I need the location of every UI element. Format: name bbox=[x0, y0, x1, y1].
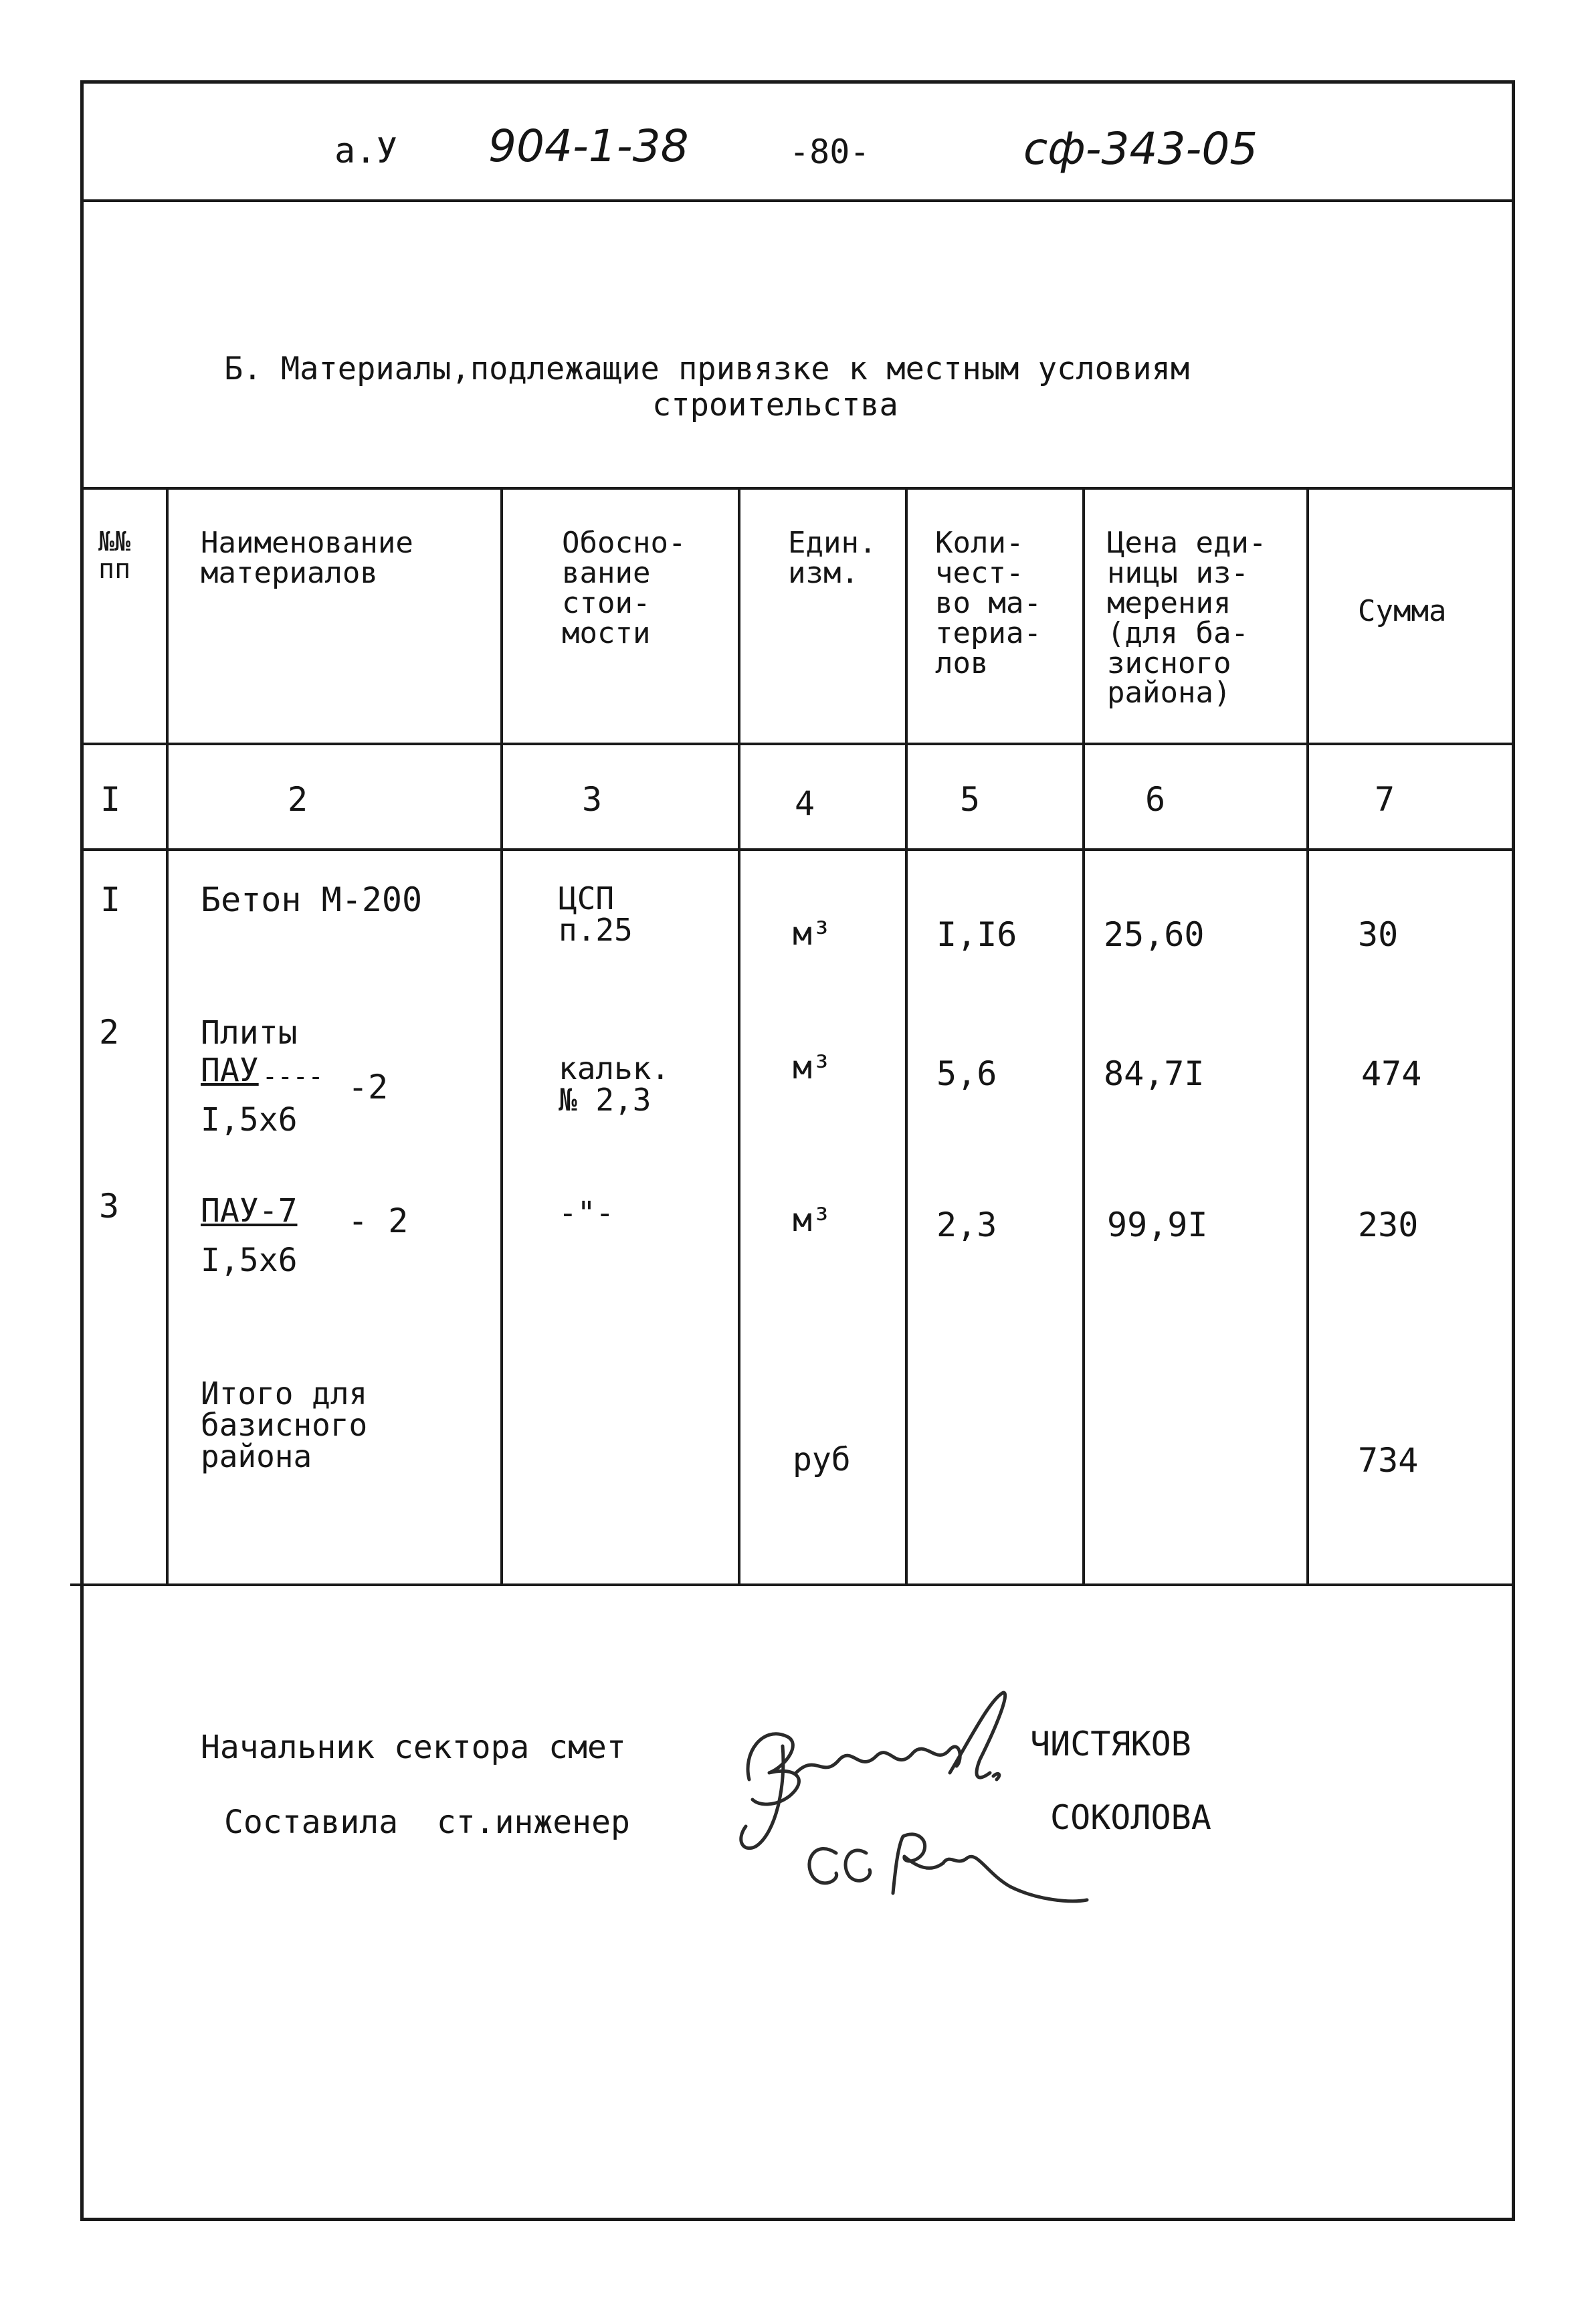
header-page-number: -80- bbox=[789, 132, 870, 171]
row2-quantity: 5,6 bbox=[936, 1054, 997, 1093]
col-heading-number: №№ пп bbox=[98, 526, 131, 585]
total-unit: руб bbox=[793, 1441, 851, 1478]
col-rule-5 bbox=[1082, 487, 1085, 1585]
rule-table-top bbox=[80, 487, 1515, 490]
row3-unit: м³ bbox=[793, 1201, 831, 1239]
row3-price: 99,9I bbox=[1107, 1206, 1208, 1244]
header-sheet-code: сф-343-05 bbox=[1023, 123, 1258, 175]
row1-unit: м³ bbox=[793, 915, 831, 953]
col-heading-unit: Един. изм. bbox=[788, 526, 877, 590]
rule-table-bottom bbox=[70, 1583, 1515, 1586]
col-number-6: 6 bbox=[1145, 780, 1166, 819]
signature-role-2: Составила ст.инженер bbox=[224, 1804, 630, 1841]
handwritten-signature bbox=[722, 1672, 1097, 1927]
row2-name-suffix: -2 bbox=[348, 1068, 389, 1107]
row1-number: I bbox=[100, 880, 121, 919]
row1-name: Бетон М-200 bbox=[201, 880, 423, 919]
row1-sum: 30 bbox=[1358, 915, 1399, 954]
rule-under-headings bbox=[80, 743, 1515, 745]
col-heading-basis: Обосно- вание стои- мости bbox=[562, 526, 686, 650]
row3-name-suffix: - 2 bbox=[348, 1201, 409, 1240]
total-sum: 734 bbox=[1358, 1441, 1419, 1480]
col-heading-price: Цена еди- ницы из- мерения (для ба- зисного района) bbox=[1107, 526, 1267, 710]
row3-name-line2: I,5x6 bbox=[201, 1242, 298, 1279]
col-heading-quantity: Коли- чест- во ма- териа- лов bbox=[935, 526, 1041, 680]
signature-role-1: Начальник сектора смет bbox=[201, 1729, 626, 1766]
col-number-3: 3 bbox=[582, 780, 603, 819]
rule-under-header bbox=[84, 199, 1515, 202]
col-rule-4 bbox=[905, 487, 908, 1585]
section-title-line2: строительства bbox=[652, 387, 898, 423]
row2-basis: кальк. № 2,3 bbox=[559, 1050, 670, 1118]
section-title-line1: Б. Материалы,подлежащие привязке к местным условиям bbox=[224, 351, 1190, 387]
row2-sum: 474 bbox=[1361, 1054, 1422, 1093]
col-rule-6 bbox=[1306, 487, 1309, 1585]
row3-basis: -"- bbox=[559, 1195, 615, 1231]
col-number-4: 4 bbox=[795, 784, 815, 823]
row2-name-line2: ПАУ bbox=[201, 1052, 259, 1089]
row2-name-dashes: ---- bbox=[262, 1062, 324, 1091]
col-number-7: 7 bbox=[1375, 780, 1395, 819]
row3-quantity: 2,3 bbox=[936, 1206, 997, 1244]
signature-name-1: ЧИСТЯКОВ bbox=[1030, 1725, 1191, 1763]
row1-price: 25,60 bbox=[1104, 915, 1205, 954]
row3-sum: 230 bbox=[1358, 1206, 1419, 1244]
col-heading-name: Наименование материалов bbox=[201, 526, 413, 590]
col-rule-3 bbox=[738, 487, 740, 1585]
row3-name-line1: ПАУ-7 bbox=[201, 1192, 298, 1230]
col-number-5: 5 bbox=[960, 780, 981, 819]
col-number-2: 2 bbox=[288, 780, 308, 819]
row1-quantity: I,I6 bbox=[936, 915, 1017, 954]
col-heading-sum: Сумма bbox=[1358, 594, 1447, 628]
row2-price: 84,7I bbox=[1104, 1054, 1205, 1093]
header-project-code: 904-1-38 bbox=[488, 120, 689, 172]
col-rule-1 bbox=[166, 487, 169, 1585]
rule-under-col-numbers bbox=[80, 848, 1515, 851]
row2-name-line1: Плиты bbox=[201, 1014, 298, 1052]
col-number-1: I bbox=[100, 780, 121, 819]
row2-unit: м³ bbox=[793, 1049, 831, 1086]
total-label: Итого для базисного района bbox=[201, 1375, 368, 1474]
row3-number: 3 bbox=[99, 1187, 120, 1226]
col-rule-2 bbox=[500, 487, 503, 1585]
row2-number: 2 bbox=[99, 1013, 120, 1052]
row1-basis: ЦСП п.25 bbox=[559, 880, 633, 948]
signature-name-2: СОКОЛОВА bbox=[1050, 1798, 1211, 1837]
header-prefix: а.У bbox=[334, 131, 397, 171]
row2-name-line3: I,5x6 bbox=[201, 1101, 298, 1139]
